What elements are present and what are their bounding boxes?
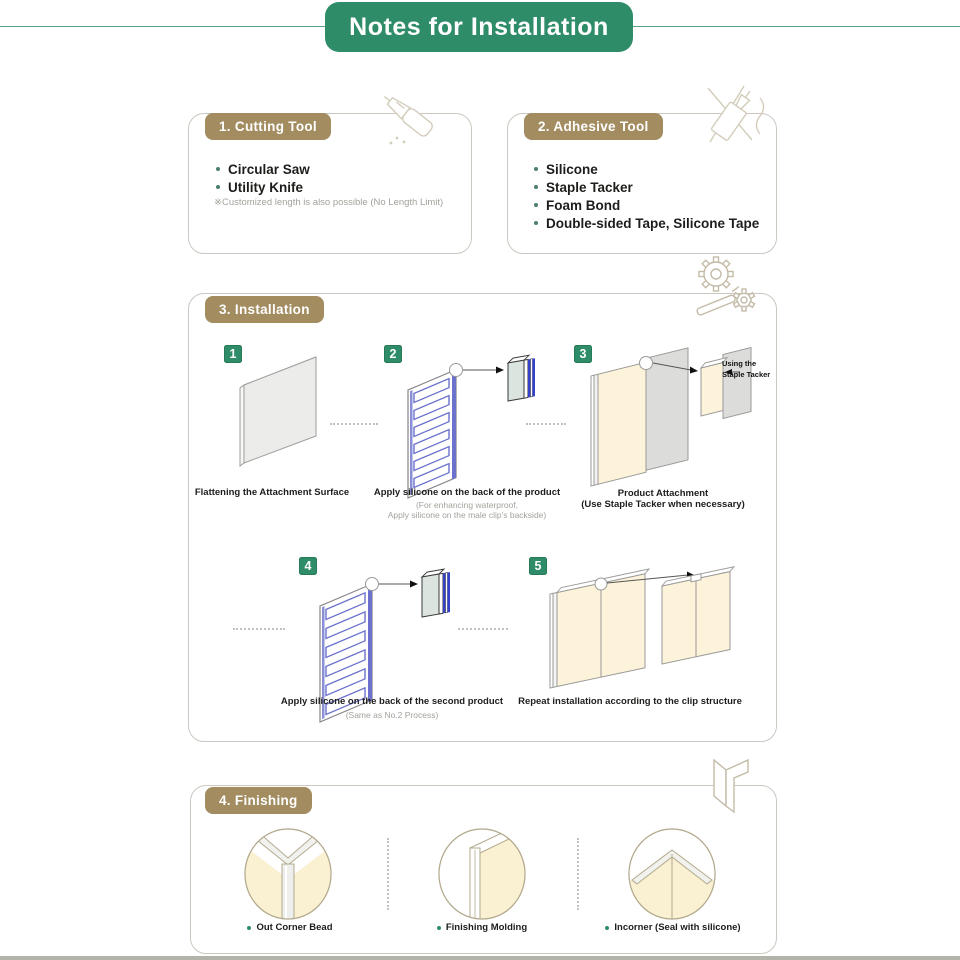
utility-knife-icon — [370, 88, 442, 152]
step3-caption: Product Attachment — [617, 488, 709, 499]
corner-bead-icon — [704, 756, 758, 816]
divider — [577, 838, 579, 910]
list-item — [534, 160, 759, 178]
adhesive-tool-label: 2. Adhesive Tool — [524, 113, 663, 140]
list-item — [534, 178, 759, 196]
finishing-caption-3 — [573, 922, 773, 933]
bullet-icon — [605, 926, 609, 930]
finishing-caption-label: Incorner (Seal with silicone) — [614, 922, 741, 933]
bullet-icon — [534, 167, 538, 171]
finishing-molding-detail — [436, 826, 528, 922]
divider — [458, 628, 508, 630]
step4-silicone-panel-illustration — [306, 558, 451, 703]
finishing-caption-2 — [382, 922, 582, 933]
step-badge-3: 3 — [574, 345, 592, 363]
list-item — [216, 178, 310, 196]
step5-repeat-illustration — [542, 558, 742, 693]
finishing-caption-label: Finishing Molding — [445, 922, 528, 933]
out-corner-bead-detail — [242, 826, 334, 922]
bullet-icon — [216, 185, 220, 189]
bullet-icon — [534, 185, 538, 189]
step-badge-2: 2 — [384, 345, 402, 363]
step3-caption-2: (Use Staple Tacker when necessary) — [581, 499, 745, 510]
cutting-note: ※Customized length is also possible (No Length Limit) — [214, 197, 444, 208]
list-item — [534, 196, 759, 214]
divider — [233, 628, 285, 630]
adhesive-tool-list — [534, 160, 759, 232]
step3-annotation-line2: Staple Tacker — [722, 370, 771, 379]
list-item-label: Staple Tacker — [546, 179, 633, 195]
finishing-caption-1 — [190, 922, 390, 933]
silicone-gun-icon — [694, 82, 772, 150]
finishing-label: 4. Finishing — [205, 787, 312, 814]
step5-caption: Repeat installation according to the clip structure — [518, 696, 742, 707]
bullet-icon — [534, 221, 538, 225]
step1-caption: Flattening the Attachment Surface — [194, 487, 350, 498]
step4-caption: Apply silicone on the back of the second product — [280, 696, 504, 707]
divider — [330, 423, 378, 425]
divider — [387, 838, 389, 910]
incorner-detail — [626, 826, 718, 922]
step-badge-5: 5 — [529, 557, 547, 575]
bullet-icon — [247, 926, 251, 930]
step2-subcaption-1: (For enhancing waterproof, — [415, 500, 519, 510]
cutting-tool-label: 1. Cutting Tool — [205, 113, 331, 140]
bullet-icon — [534, 203, 538, 207]
list-item-label: Double-sided Tape, Silicone Tape — [546, 215, 760, 231]
bullet-icon — [216, 167, 220, 171]
list-item-label: Circular Saw — [228, 161, 310, 177]
cutting-tool-list — [216, 160, 310, 196]
list-item — [216, 160, 310, 178]
page-title-text: Notes for Installation — [349, 12, 609, 41]
step2-subcaption-2: Apply silicone on the male clip's backside) — [387, 510, 547, 520]
list-item-label: Silicone — [546, 161, 598, 177]
step2-caption: Apply silicone on the back of the product — [373, 487, 561, 498]
step-badge-1: 1 — [224, 345, 242, 363]
gear-wrench-icon — [690, 256, 760, 322]
step-badge-4: 4 — [299, 557, 317, 575]
bullet-icon — [437, 926, 441, 930]
list-item — [534, 214, 759, 232]
list-item-label: Utility Knife — [228, 179, 304, 195]
list-item-label: Foam Bond — [546, 197, 621, 213]
divider — [526, 423, 566, 425]
step4-subcaption: (Same as No.2 Process) — [345, 710, 439, 720]
page-footer-rule — [0, 956, 960, 960]
page-title — [325, 2, 633, 52]
step2-silicone-panel-illustration — [396, 346, 536, 486]
installation-label: 3. Installation — [205, 296, 324, 323]
step3-annotation-line1: Using the — [722, 359, 757, 368]
step1-wall-panel-illustration — [230, 348, 330, 470]
finishing-caption-label: Out Corner Bead — [256, 922, 333, 933]
